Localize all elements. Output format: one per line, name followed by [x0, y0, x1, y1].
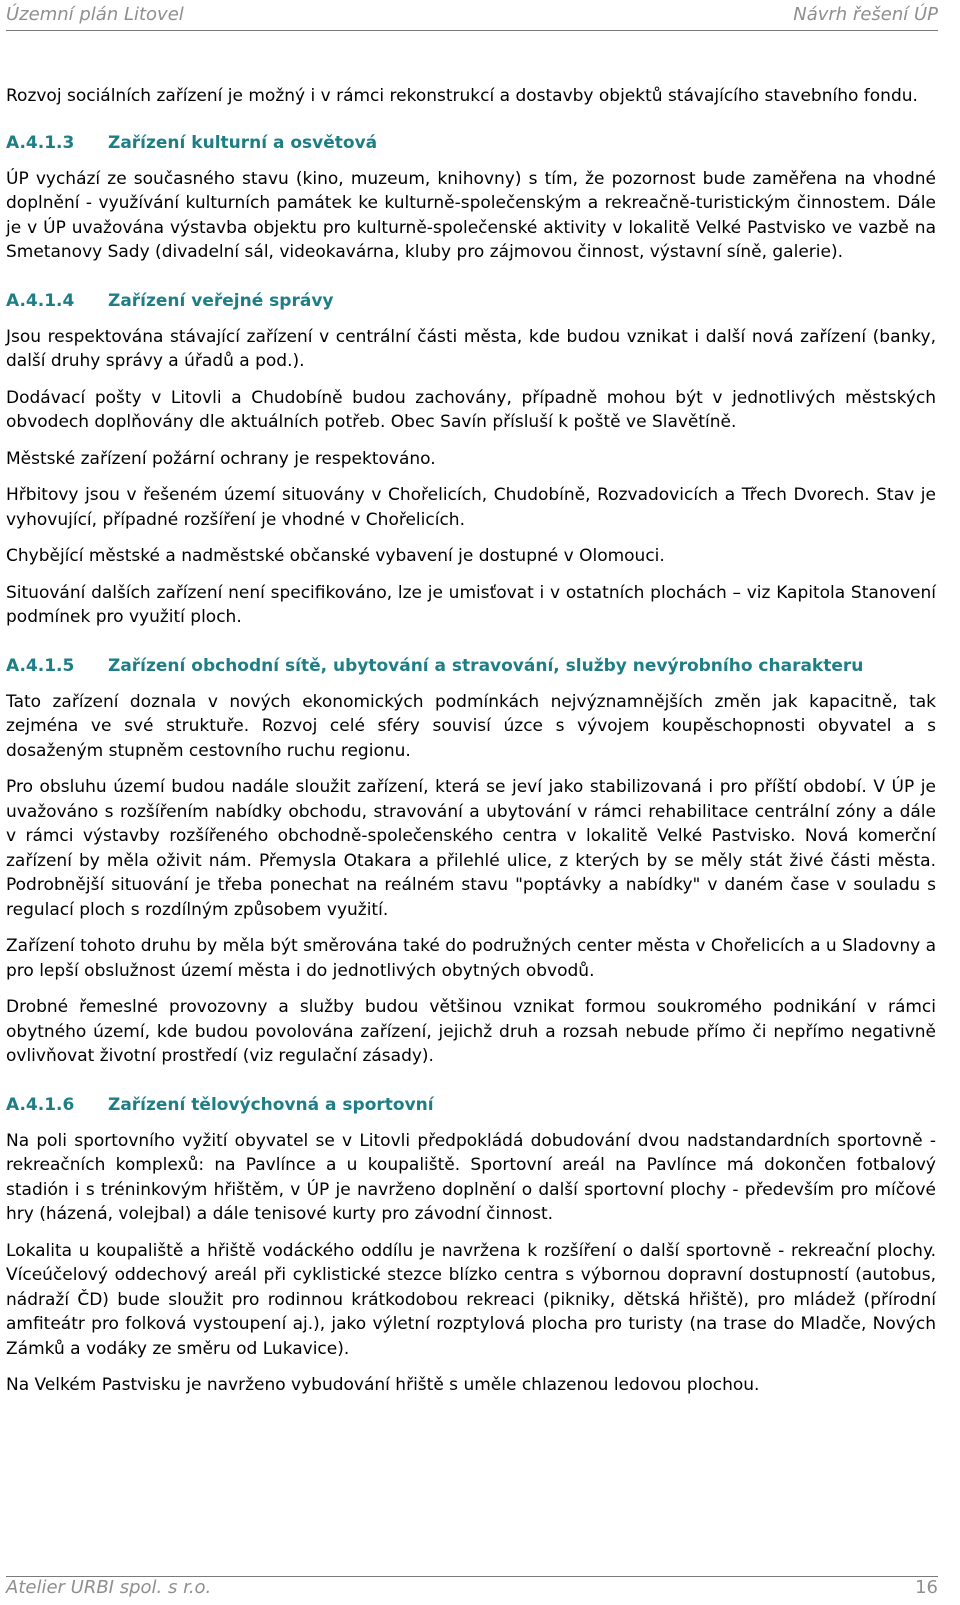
paragraph: ÚP vychází ze současného stavu (kino, muzeum, knihovny) s tím, že pozornost bude zaměřena na vhodné doplnění - využívání kulturních památek ke kulturně-společenským a rekreačně-turistickým činnostem. Dále je v ÚP uvažována výstavba objektu pro kulturně-společenské aktivity v lokalitě Velké Pastvisko ve vazbě na Smetanovy Sady (divadelní sál, videokavárna, kluby pro zájmovou činnost, výstavní síně, galerie).: [6, 168, 936, 262]
page-number: 16: [915, 1577, 938, 1598]
paragraph: Na poli sportovního vyžití obyvatel se v Litovli předpokládá dobudování dvou nadstandardních sportovně - rekreačních komplexů: na Pavlínce a u koupaliště. Sportovní areál na Pavlínce má dokončen fotbalový stadión i s tréninkovým hřištěm, v ÚP je navrženo doplnění o další sportovní plochy - především pro míčové hry (házená, volejbal) a dále tenisové kurty pro závodní činnost.: [6, 1130, 936, 1224]
section-number: A.4.1.6: [6, 1094, 75, 1115]
section-title: Zařízení obchodní sítě, ubytování a stravování, služby nevýrobního charakteru: [108, 655, 864, 676]
section-heading: [6, 654, 936, 678]
section-heading: [6, 289, 936, 313]
section-number: A.4.1.3: [6, 132, 75, 153]
section-title: Zařízení kulturní a osvětová: [108, 132, 378, 153]
paragraph: Lokalita u koupaliště a hřiště vodáckého oddílu je navržena k rozšíření o další sportovně - rekreační plochy. Víceúčelový oddechový areál při cyklistické stezce blízko centra s výbornou dopravní dostupností (autobus, nádraží ČD) bude sloužit pro rodinnou krátkodobou rekreaci (pikniky, dětská hřiště), pro mládež (přírodní amfiteátr pro folková vystoupení aj.), jako výletní rozptylová plocha pro turisty (na trase do Mladče, Nových Zámků a vodáky ze směru od Lukavice).: [6, 1240, 936, 1359]
page-footer: [6, 1576, 938, 1603]
paragraph: Na Velkém Pastvisku je navrženo vybudování hřiště s uměle chlazenou ledovou plochou.: [6, 1375, 760, 1395]
paragraph: Zařízení tohoto druhu by měla být směrována také do podružných center města v Chořelicích a u Sladovny a pro lepší obslužnost území města i do jednotlivých obytných obvodů.: [6, 936, 936, 981]
section-heading: [6, 1093, 936, 1117]
page-content: [6, 84, 936, 1410]
paragraph: Městské zařízení požární ochrany je respektováno.: [6, 448, 436, 469]
section-heading: [6, 131, 936, 155]
header-document-part: Návrh řešení ÚP: [793, 4, 938, 25]
paragraph: Situování dalších zařízení není specifikováno, lze je umisťovat i v ostatních plochách – viz Kapitola Stanovení podmínek pro využití ploch.: [6, 582, 936, 627]
paragraph: Pro obsluhu území budou nadále sloužit zařízení, která se jeví jako stabilizovaná i pro příští období. V ÚP je uvažováno s rozšířením nabídky obchodu, stravování a ubytování v rámci rehabilitace centrální zóny a dále v rámci výstavby rozšířeného obchodně-společenského centra v lokalitě Velké Pastvisko. Nová komerční zařízení by měla oživit nám. Přemysla Otakara a přilehlé ulice, z kterých by se měly stát živé části města. Podrobnější situování je třeba ponechat na reálném stavu "poptávky a nabídky" v daném čase v souladu s regulací ploch s rozdílným způsobem využití.: [6, 777, 936, 920]
section-number: A.4.1.5: [6, 655, 75, 676]
header-document-title: Územní plán Litovel: [6, 4, 184, 25]
section-title: Zařízení veřejné správy: [108, 290, 334, 311]
paragraph: Drobné řemeslné provozovny a služby budou většinou vznikat formou soukromého podnikání v rámci obytného území, kde budou povolována zařízení, jejichž druh a rozsah nebude přímo či nepřímo negativně ovlivňovat životní prostředí (viz regulační zásady).: [6, 997, 936, 1066]
paragraph: Rozvoj sociálních zařízení je možný i v rámci rekonstrukcí a dostavby objektů stávajícího stavebního fondu.: [6, 86, 918, 106]
paragraph: Dodávací pošty v Litovli a Chudobíně budou zachovány, případně mohou být v jednotlivých městských obvodech doplňovány dle aktuálních potřeb. Obec Savín přísluší k poště ve Slavětíně.: [6, 387, 936, 432]
paragraph: Hřbitovy jsou v řešeném území situovány v Chořelicích, Chudobíně, Rozvadovicích a Třech Dvorech. Stav je vyhovující, případné rozšíření je vhodné v Chořelicích.: [6, 485, 936, 530]
paragraph: Chybějící městské a nadměstské občanské vybavení je dostupné v Olomouci.: [6, 546, 665, 566]
footer-company: Atelier URBI spol. s r.o.: [6, 1577, 212, 1598]
section-title: Zařízení tělovýchovná a sportovní: [108, 1094, 434, 1115]
section-number: A.4.1.4: [6, 290, 75, 311]
paragraph: Jsou respektována stávající zařízení v centrální části města, kde budou vznikat i další nová zařízení (banky, další druhy správy a úřadů a pod.).: [6, 326, 936, 371]
page-header: [6, 2, 938, 31]
paragraph: Tato zařízení doznala v nových ekonomických podmínkách nejvýznamnějších změn jak kapacitně, tak zejména ve své struktuře. Rozvoj celé sféry souvisí úzce s vývojem koupěschopnosti obyvatel a s dosaženým stupněm cestovního ruchu regionu.: [6, 691, 936, 761]
